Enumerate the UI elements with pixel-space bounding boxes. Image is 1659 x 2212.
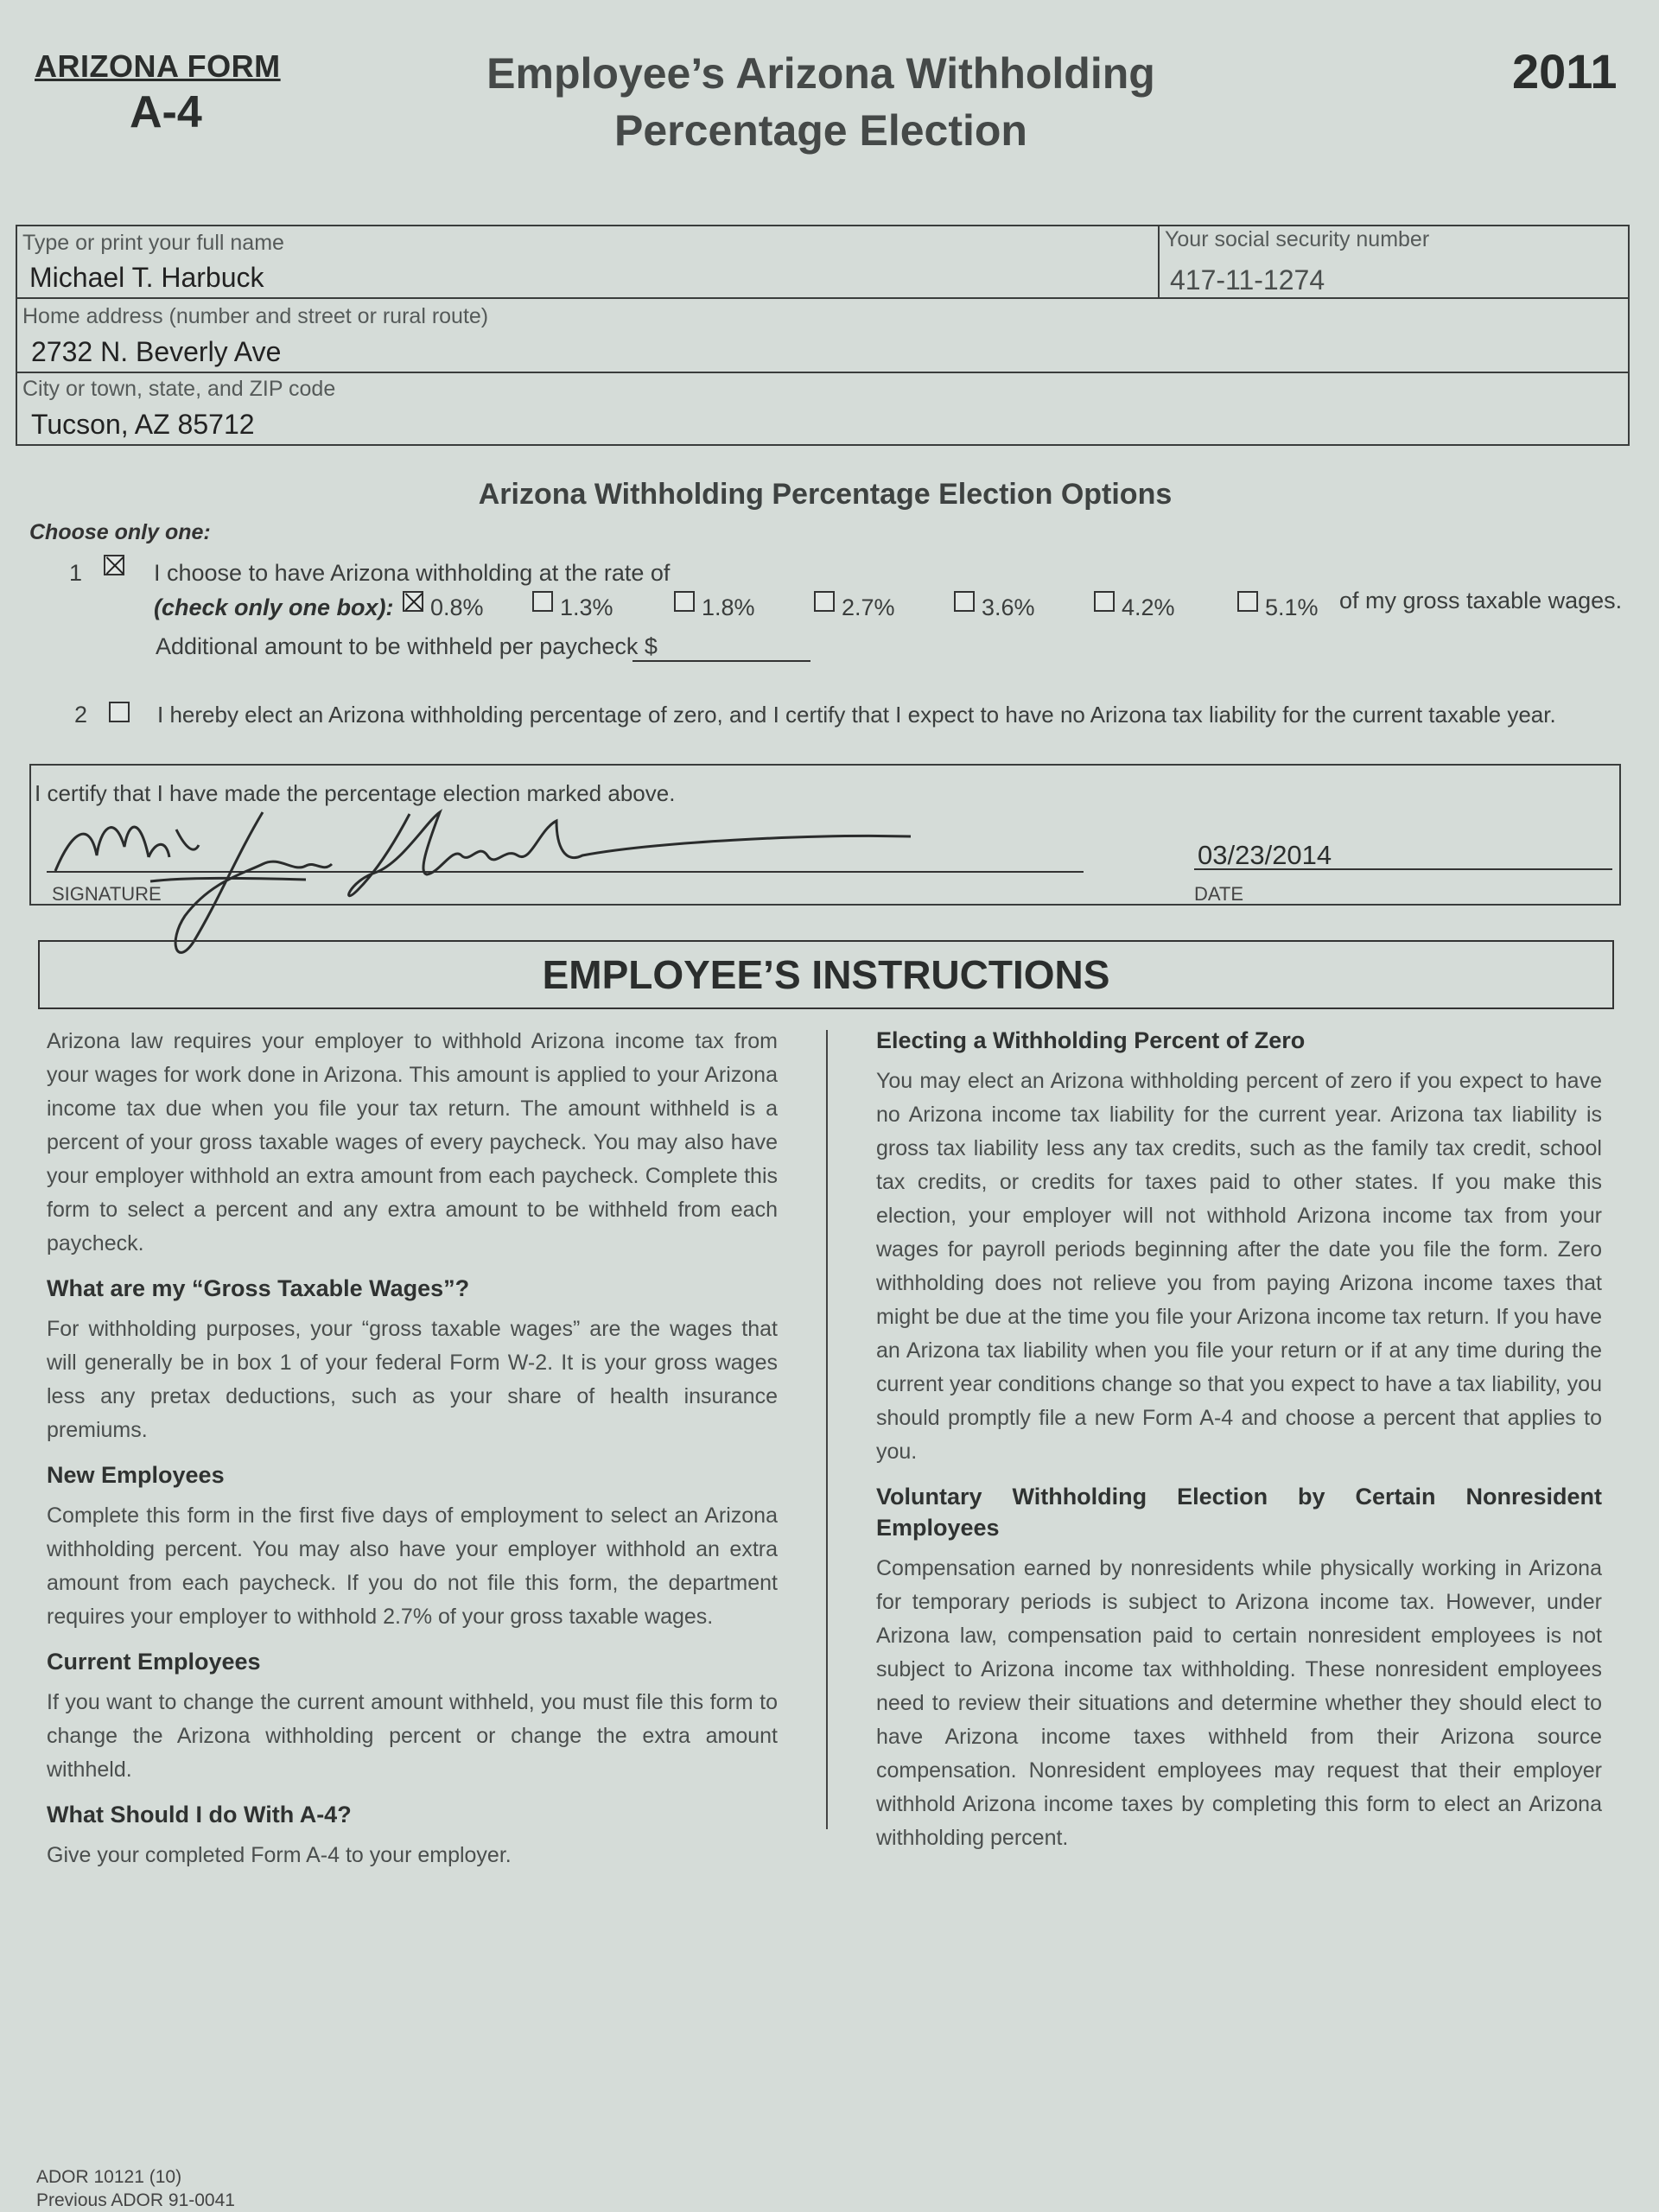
rate-checkbox[interactable]: [954, 591, 975, 612]
rate-label: 1.3%: [560, 594, 613, 620]
instructions-title: EMPLOYEE’S INSTRUCTIONS: [38, 940, 1614, 1009]
signature-label: SIGNATURE: [52, 883, 162, 905]
identification-box: [16, 225, 1630, 446]
ssn-label: Your social security number: [1165, 227, 1430, 251]
rate-checkbox[interactable]: [403, 591, 423, 612]
previous-form-code: Previous ADOR 91-0041: [36, 2190, 235, 2210]
option-2-number: 2: [74, 702, 88, 728]
rate-label: 4.2%: [1122, 594, 1175, 620]
rate-label: 2.7%: [842, 594, 895, 620]
instructions-intro: Arizona law requires your employer to withhold Arizona income tax from your wages for work done in Arizona. This amount is applied to your Arizona income tax due when you file your tax return. The amount withheld is a percent of your gross taxable wages of every paycheck. You may also have your employer withhold an extra amount from each paycheck. Complete this form to select a percent and any extra amount to be withheld from each paycheck.: [47, 1029, 778, 1255]
name-label: Type or print your full name: [22, 231, 284, 255]
row-divider: [17, 372, 1628, 373]
rate-checkbox[interactable]: [674, 591, 695, 612]
nonresident-heading: Voluntary Withholding Election by Certain Nonresident Employees: [876, 1484, 1602, 1541]
column-divider: [826, 1030, 828, 1829]
date-field[interactable]: 03/23/2014: [1198, 840, 1332, 870]
what-to-do-heading: What Should I do With A-4?: [47, 1802, 352, 1827]
new-employees-text: Complete this form in the first five days of employment to select an Arizona withholding percent. You may also have your employer withhold an extra amount from each paycheck. If you do not file this form, the department requires your employer to withhold 2.7% of your gross taxable wages.: [47, 1503, 778, 1629]
current-employees-heading: Current Employees: [47, 1649, 261, 1675]
zero-percent-heading: Electing a Withholding Percent of Zero: [876, 1027, 1306, 1053]
gross-wages-heading: What are my “Gross Taxable Wages”?: [47, 1275, 470, 1301]
additional-amount-field[interactable]: [632, 660, 810, 662]
option-1-checkbox[interactable]: [104, 555, 124, 575]
ssn-field[interactable]: 417-11-1274: [1170, 264, 1325, 296]
column-divider: [1158, 226, 1160, 299]
form-title: [484, 45, 1158, 159]
row-divider: [17, 297, 1628, 299]
options-section-title: Arizona Withholding Percentage Election Options: [478, 478, 1173, 511]
rate-label: 3.6%: [982, 594, 1035, 620]
zero-percent-text: You may elect an Arizona withholding percent of zero if you expect to have no Arizona income tax liability for the current year. Arizona tax liability is gross tax liability less any tax credits, such as the family tax credit, school tax credits, or credits for taxes paid to other states. If you make this election, your employer will not withhold Arizona income tax from your wages for payroll periods beginning after the date you file the form. Zero withholding does not relieve you from paying Arizona income taxes that might be due at the time you file your Arizona income tax return. If you have an Arizona tax liability when you file your return or if at any time during the current year conditions change so that you expect to have a tax liability, you should promptly file a new Form A-4 and choose a percent that applies to you.: [876, 1069, 1602, 1464]
title-line-1: Employee’s Arizona Withholding: [486, 49, 1155, 98]
rate-label: 1.8%: [702, 594, 755, 620]
additional-amount-label: Additional amount to be withheld per paycheck $: [156, 633, 658, 659]
city-label: City or town, state, and ZIP code: [22, 377, 336, 401]
title-line-2: Percentage Election: [614, 106, 1027, 155]
form-year: 2011: [1512, 44, 1618, 99]
address-field[interactable]: 2732 N. Beverly Ave: [31, 336, 282, 367]
name-field[interactable]: Michael T. Harbuck: [29, 262, 264, 293]
rate-label: 5.1%: [1265, 594, 1319, 620]
what-to-do-text: Give your completed Form A-4 to your employer.: [47, 1843, 512, 1867]
form-number: A-4: [130, 87, 202, 137]
certify-text: I certify that I have made the percentage election marked above.: [35, 780, 676, 806]
rate-checkbox[interactable]: [814, 591, 835, 612]
choose-instruction: Choose only one:: [29, 520, 211, 544]
rate-checkbox[interactable]: [1094, 591, 1115, 612]
city-field[interactable]: Tucson, AZ 85712: [31, 409, 255, 440]
form-code: ADOR 10121 (10): [36, 2167, 182, 2187]
rate-checkbox[interactable]: [532, 591, 553, 612]
option-1-number: 1: [69, 560, 83, 586]
nonresident-text: Compensation earned by nonresidents while physically working in Arizona for temporary periods is subject to Arizona income tax. However, under Arizona law, compensation paid to certain nonresident employees is not subject to Arizona income tax withholding. These nonresident employees need to review their situations and determine whether they should elect to have Arizona income taxes withheld from their Arizona source compensation. Nonresident employees may request that their employer withhold Arizona income taxes by completing this form to elect an Arizona withholding percent.: [876, 1556, 1602, 1850]
rates-suffix: of my gross taxable wages.: [1339, 588, 1623, 613]
rate-label: 0.8%: [430, 594, 484, 620]
gross-wages-text: For withholding purposes, your “gross taxable wages” are the wages that will generally be in box 1 of your federal Form W-2. It is your gross wages less any pretax deductions, such as your share of health insurance premiums.: [47, 1317, 778, 1442]
instructions-right-column: [876, 1025, 1602, 1860]
option-2-checkbox[interactable]: [109, 702, 130, 722]
date-label: DATE: [1194, 883, 1244, 905]
address-label: Home address (number and street or rural route): [22, 304, 489, 328]
rate-checkbox[interactable]: [1237, 591, 1258, 612]
new-employees-heading: New Employees: [47, 1462, 225, 1488]
option-1-text: I choose to have Arizona withholding at the rate of: [154, 560, 671, 586]
form-label: ARIZONA FORM: [35, 48, 281, 84]
option-2-text: I hereby elect an Arizona withholding percentage of zero, and I certify that I expect to have no Arizona tax liability for the current taxable year.: [157, 702, 1556, 728]
check-one-instruction: (check only one box):: [154, 594, 394, 620]
current-employees-text: If you want to change the current amount withheld, you must file this form to change the Arizona withholding percent or change the extra amount withheld.: [47, 1690, 778, 1782]
instructions-left-column: [47, 1025, 778, 1878]
